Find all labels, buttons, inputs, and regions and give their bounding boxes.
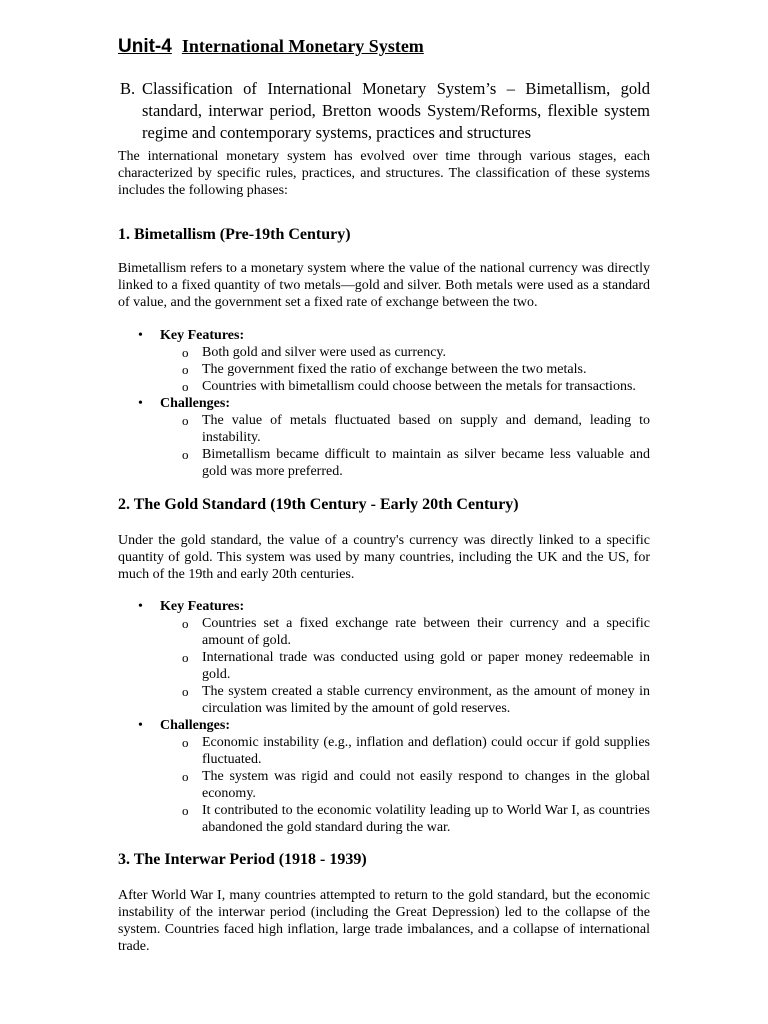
bullet-icon: •	[138, 396, 143, 411]
list-item-text: The system was rigid and could not easily respond to changes in the global economy.	[202, 769, 650, 801]
list-item	[160, 361, 650, 378]
list-item	[160, 734, 650, 768]
unit-label: Unit-4	[118, 36, 172, 57]
list-group	[118, 717, 650, 836]
list-item-text: Bimetallism became difficult to maintain as silver became less valuable and gold was more preferred.	[202, 447, 650, 479]
interwar-paragraph: After World War I, many countries attempted to return to the gold standard, but the economic instability of the interwar period (including the Great Depression) led to the collapse of the system. Countries faced high inflation, large trade imbalances, and a collapse of international trade.	[118, 888, 650, 954]
list-item-text: The value of metals fluctuated based on supply and demand, leading to instability.	[202, 413, 650, 445]
section-marker: B.	[120, 79, 136, 98]
list-group	[118, 598, 650, 717]
sub-bullet-icon: o	[182, 684, 189, 699]
gold-standard-list	[118, 598, 650, 836]
sub-bullet-icon: o	[182, 769, 189, 784]
list-item	[160, 649, 650, 683]
list-item	[160, 683, 650, 717]
sub-bullet-icon: o	[182, 362, 189, 377]
section-heading-bimetallism: 1. Bimetallism (Pre-19th Century)	[118, 226, 351, 243]
list-group	[118, 395, 650, 480]
section-b-heading	[120, 78, 650, 144]
sub-list	[160, 734, 650, 836]
sub-bullet-icon: o	[182, 735, 189, 750]
list-item	[160, 412, 650, 446]
list-item-text: Both gold and silver were used as currency.	[202, 345, 447, 360]
list-item-text: The government fixed the ratio of exchange between the two metals.	[202, 362, 587, 377]
sub-list	[160, 412, 650, 480]
bullet-icon: •	[138, 328, 143, 343]
list-item	[160, 446, 650, 480]
sub-list	[160, 615, 650, 717]
group-label: Challenges:	[160, 718, 230, 733]
sub-bullet-icon: o	[182, 447, 189, 462]
sub-bullet-icon: o	[182, 413, 189, 428]
list-item	[160, 802, 650, 836]
list-item	[160, 344, 650, 361]
list-item-text: International trade was conducted using gold or paper money redeemable in gold.	[202, 650, 650, 682]
bullet-icon: •	[138, 599, 143, 614]
list-item-text: Economic instability (e.g., inflation and deflation) could occur if gold supplies fluctuated.	[202, 735, 650, 767]
unit-name: International Monetary System	[181, 36, 424, 56]
list-group	[118, 327, 650, 395]
group-label: Key Features:	[160, 599, 245, 614]
sub-bullet-icon: o	[182, 345, 189, 360]
section-heading-interwar: 3. The Interwar Period (1918 - 1939)	[118, 851, 367, 868]
bimetallism-list	[118, 327, 650, 480]
list-item-text: Countries set a fixed exchange rate between their currency and a specific amount of gold.	[202, 616, 650, 648]
unit-title	[118, 36, 424, 58]
section-heading-gold-standard: 2. The Gold Standard (19th Century - Early 20th Century)	[118, 496, 519, 513]
sub-bullet-icon: o	[182, 616, 189, 631]
bullet-icon: •	[138, 718, 143, 733]
group-label: Challenges:	[160, 396, 230, 411]
group-label: Key Features:	[160, 328, 245, 343]
sub-bullet-icon: o	[182, 379, 189, 394]
list-item-text: Countries with bimetallism could choose between the metals for transactions.	[202, 379, 636, 394]
section-b-text: Classification of International Monetary System’s – Bimetallism, gold standard, interwar period, Bretton woods System/Reforms, flexible system regime and contemporary systems, practices and structures	[142, 79, 650, 142]
sub-bullet-icon: o	[182, 650, 189, 665]
list-item	[160, 768, 650, 802]
sub-list	[160, 344, 650, 395]
gold-standard-paragraph: Under the gold standard, the value of a country's currency was directly linked to a specific quantity of gold. This system was used by many countries, including the UK and the US, for much of the 19th and early 20th centuries.	[118, 533, 650, 582]
bimetallism-paragraph: Bimetallism refers to a monetary system where the value of the national currency was directly linked to a fixed quantity of two metals—gold and silver. Both metals were used as a standard of value, and the government set a fixed rate of exchange between the two.	[118, 261, 650, 310]
sub-bullet-icon: o	[182, 803, 189, 818]
list-item	[160, 378, 650, 395]
list-item-text: It contributed to the economic volatility leading up to World War I, as countries abandoned the gold standard during the war.	[202, 803, 650, 835]
list-item	[160, 615, 650, 649]
intro-paragraph: The international monetary system has evolved over time through various stages, each characterized by specific rules, practices, and structures. The classification of these systems includes the following phases:	[118, 149, 650, 198]
list-item-text: The system created a stable currency environment, as the amount of money in circulation was limited by the amount of gold reserves.	[202, 684, 650, 716]
